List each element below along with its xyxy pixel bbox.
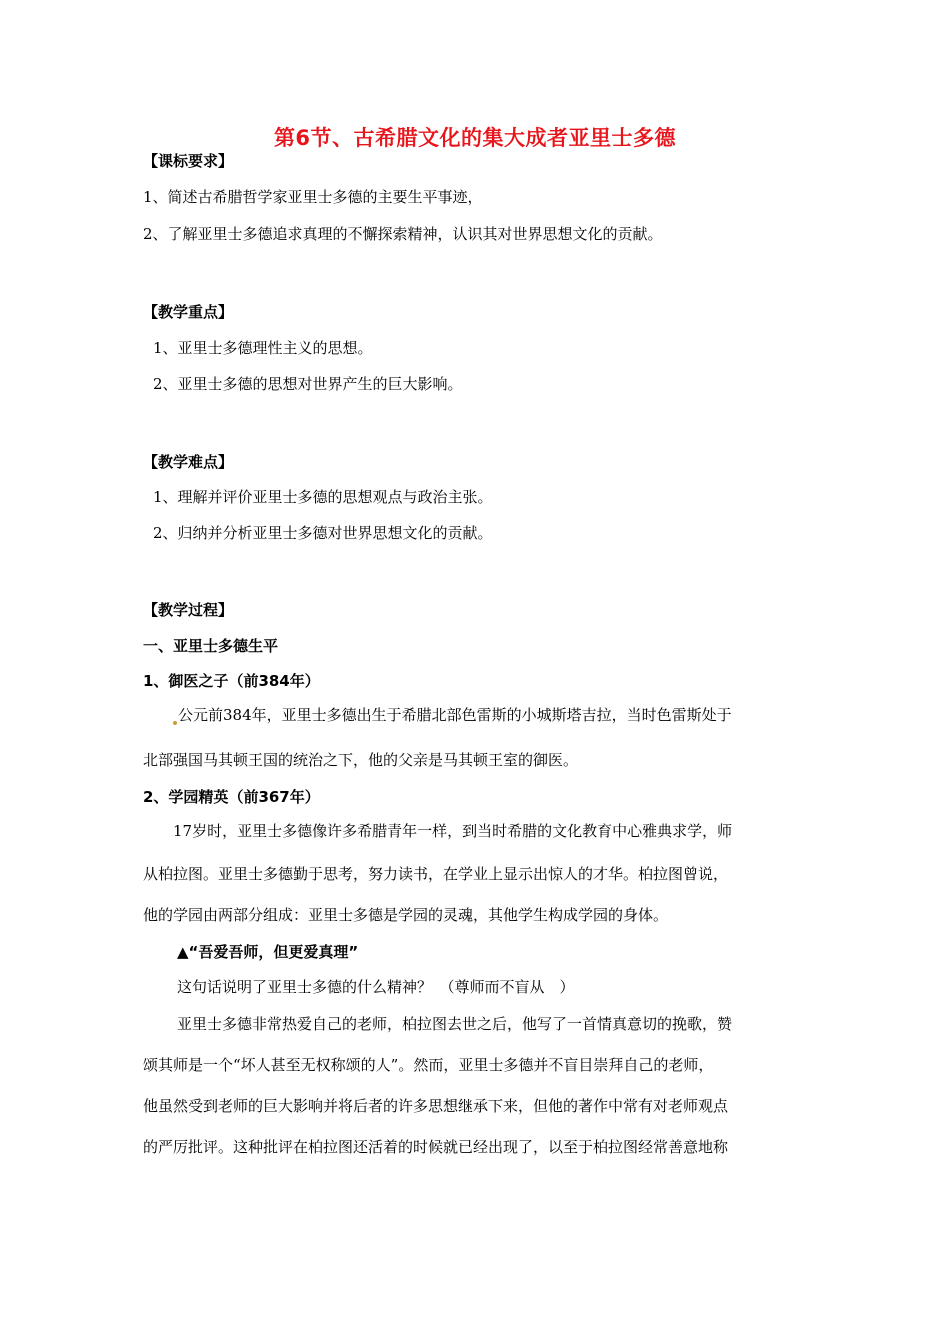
page-title: 第6节、古希腊文化的集大成者亚里士多德 (273, 126, 677, 150)
section-heading-kebiao: 【课标要求】 (143, 152, 234, 170)
section-heading-nandian: 【教学难点】 (143, 453, 234, 471)
sub-heading-1: 1、御医之子（前384年） (143, 672, 320, 690)
zhongdian-item-2: 2、亚里士多德的思想对世界产生的巨大影响。 (153, 375, 463, 393)
paragraph-line: 亚里士多德非常热爱自己的老师，柏拉图去世之后，他写了一首情真意切的挽歌，赞 (177, 1015, 733, 1033)
nandian-item-2: 2、归纳并分析亚里士多德对世界思想文化的贡献。 (153, 524, 493, 542)
kebiao-item-2: 2、了解亚里士多德追求真理的不懈探索精神，认识其对世界思想文化的贡献。 (143, 225, 663, 243)
zhongdian-item-1: 1、亚里士多德理性主义的思想。 (153, 339, 373, 357)
paragraph-line: 17岁时，亚里士多德像许多希腊青年一样，到当时希腊的文化教育中心雅典求学，师 (173, 822, 733, 840)
sub-heading-2: 2、学园精英（前367年） (143, 788, 320, 806)
paragraph-line: 从柏拉图。亚里士多德勤于思考，努力读书，在学业上显示出惊人的才华。柏拉图曾说， (143, 865, 729, 883)
paragraph-line: 颂其师是一个“坏人甚至无权称颂的人”。然而，亚里士多德并不盲目崇拜自己的老师， (143, 1056, 714, 1074)
nandian-item-1: 1、理解并评价亚里士多德的思想观点与政治主张。 (153, 488, 493, 506)
paragraph-line: 他的学园由两部分组成：亚里士多德是学园的灵魂，其他学生构成学园的身体。 (143, 906, 669, 924)
paragraph-line: 北部强国马其顿王国的统治之下，他的父亲是马其顿王室的御医。 (143, 751, 579, 769)
section-heading-guocheng: 【教学过程】 (143, 601, 234, 619)
paragraph-text: 公元前384年，亚里士多德出生于希腊北部色雷斯的小城斯塔吉拉，当时色雷斯处于 (178, 706, 732, 724)
part-heading-1: 一、亚里士多德生平 (143, 637, 279, 655)
section-heading-zhongdian: 【教学重点】 (143, 303, 234, 321)
question-line: 这句话说明了亚里士多德的什么精神？ （尊师而不盲从 ） (177, 978, 575, 996)
paragraph-line (173, 705, 732, 725)
paragraph-line: 他虽然受到老师的巨大影响并将后者的许多思想继承下来，但他的著作中常有对老师观点 (143, 1097, 729, 1115)
paragraph-line: 的严厉批评。这种批评在柏拉图还活着的时候就已经出现了，以至于柏拉图经常善意地称 (143, 1138, 729, 1156)
quote-heading: ▲“吾爱吾师，但更爱真理” (177, 943, 359, 961)
kebiao-item-1: 1、简述古希腊哲学家亚里士多德的主要生平事迹， (143, 188, 483, 206)
mark-dot (173, 721, 177, 725)
